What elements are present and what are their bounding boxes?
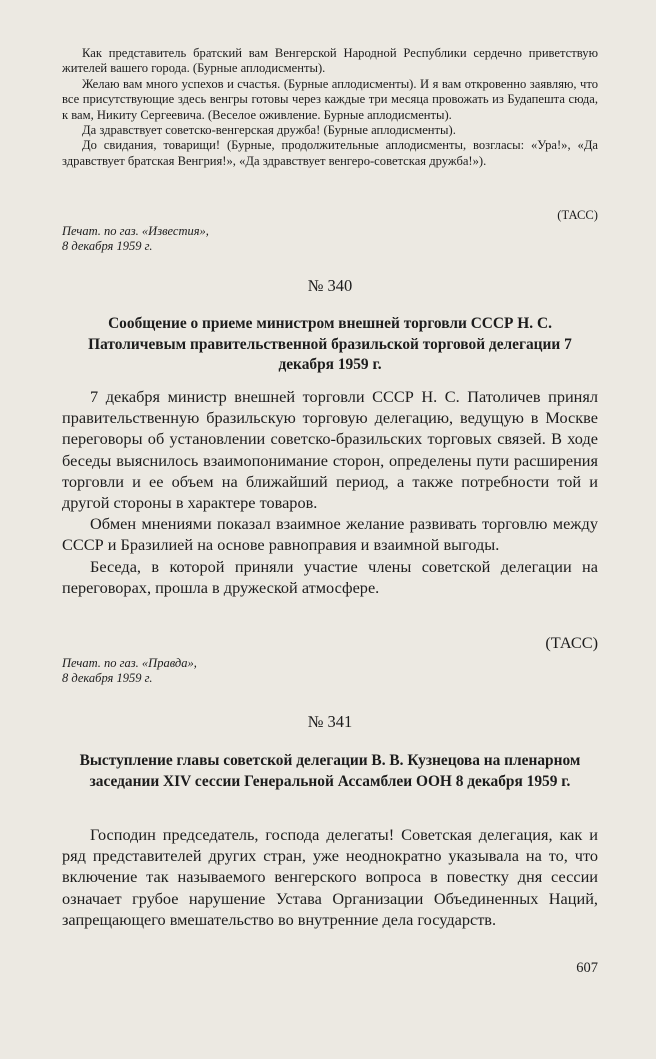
source-citation (62, 224, 598, 254)
source-line: Печат. по газ. «Правда», (62, 656, 197, 670)
document-body (62, 386, 598, 598)
intro-paragraph: До свидания, товарищи! (Бурные, продолжительные аплодисменты, возгласы: «Ура!», «Да здравствует братская Венгрия!», «Да здравствует венгеро-советская дружба!»). (62, 138, 598, 168)
document-title: Выступление главы советской делегации В. В. Кузнецова на пленарном заседании XIV сессии Генеральной Ассамблеи ООН 8 декабря 1959 г. (79, 752, 581, 790)
document-title: Сообщение о приеме министром внешней торговли СССР Н. С. Патоличевым правительственной бразильской торговой делегации 7 декабря 1959 г. (88, 315, 572, 373)
body-paragraph: Беседа, в которой приняли участие члены советской делегации на переговорах, прошла в дружеской атмосфере. (62, 556, 598, 597)
body-paragraph: 7 декабря министр внешней торговли СССР Н. С. Патоличев принял правительственную бразильскую торговую делегацию, ведущую в Москве переговоры об установлении советско-бразильских торговых связей. В ходе беседы выяснилось взаимопонимание сторон, определены пути расширения торговли и ее объем на ближайший период, а также потребности той и другой стороны в характере товаров. (62, 387, 598, 513)
page-number: 607 (576, 960, 598, 976)
intro-speech-text (62, 46, 598, 169)
intro-paragraph: Да здравствует советско-венгерская дружба! (Бурные аплодисменты). (82, 123, 456, 138)
body-paragraph: Обмен мнениями показал взаимное желание развивать торговлю между СССР и Бразилией на основе равноправия и взаимной выгоды. (62, 514, 598, 555)
intro-paragraph: Желаю вам много успехов и счастья. (Бурные аплодисменты). И я вам откровенно заявляю, что все присутствующие здесь венгры готовы через каждые три месяца провожать из Будапешта сюда, к вам, Никиту Сергеевича. (Веселое оживление. Бурные аплодисменты). (62, 76, 598, 122)
intro-paragraph: Как представитель братский вам Венгерской Народной Республики сердечно приветствую жителей вашего города. (Бурные аплодисменты). (62, 46, 598, 76)
document-body (62, 824, 598, 930)
body-paragraph: Господин председатель, господа делегаты! Советская делегация, как и ряд представителей других стран, уже неоднократно указывала на то, что включение так называемого венгерского вопроса в повестку дня сессии означает грубое нарушение Устава Организации Объединенных Наций, запрещающего вмешательство во внутренние дела государств. (62, 825, 598, 929)
source-line: Печат. по газ. «Известия», (62, 224, 209, 238)
source-date: 8 декабря 1959 г. (62, 239, 153, 253)
source-citation (62, 656, 598, 686)
source-date: 8 декабря 1959 г. (62, 671, 153, 685)
tass-attribution: (ТАСС) (557, 208, 598, 222)
document-number: № 340 (307, 276, 353, 295)
tass-attribution: (ТАСС) (545, 633, 598, 652)
document-number: № 341 (307, 712, 353, 731)
